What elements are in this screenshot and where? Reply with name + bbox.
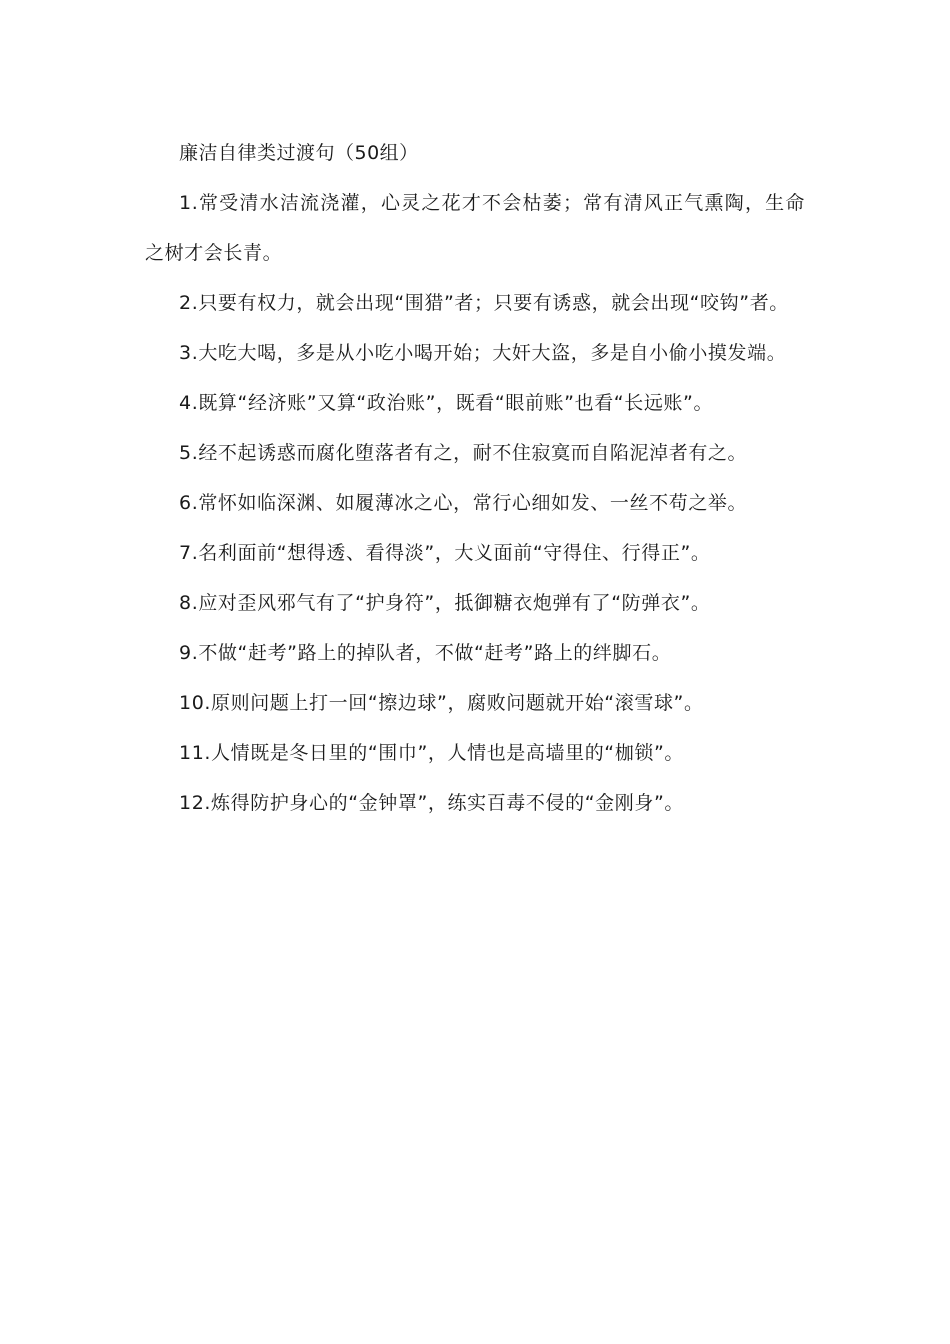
list-item: 1.常受清水洁流浇灌，心灵之花才不会枯萎；常有清风正气熏陶，生命之树才会长青。 <box>145 192 805 264</box>
list-item: 2.只要有权力，就会出现“围猎”者；只要有诱惑，就会出现“咬钩”者。 <box>179 292 789 314</box>
list-item: 12.炼得防护身心的“金钟罩”，练实百毒不侵的“金刚身”。 <box>179 792 684 814</box>
list-item: 6.常怀如临深渊、如履薄冰之心，常行心细如发、一丝不苟之举。 <box>179 492 748 514</box>
list-item: 8.应对歪风邪气有了“护身符”，抵御糖衣炮弹有了“防弹衣”。 <box>179 592 711 614</box>
list-item: 5.经不起诱惑而腐化堕落者有之，耐不住寂寞而自陷泥淖者有之。 <box>179 442 748 464</box>
list-item: 11.人情既是冬日里的“围巾”，人情也是高墙里的“枷锁”。 <box>179 742 684 764</box>
document-title: 廉洁自律类过渡句（50组） <box>179 142 419 164</box>
list-item: 10.原则问题上打一回“擦边球”，腐败问题就开始“滚雪球”。 <box>179 692 704 714</box>
list-item: 3.大吃大喝，多是从小吃小喝开始；大奸大盗，多是自小偷小摸发端。 <box>179 342 787 364</box>
document-body <box>145 128 805 828</box>
list-item: 7.名利面前“想得透、看得淡”，大义面前“守得住、行得正”。 <box>179 542 711 564</box>
list-item: 4.既算“经济账”又算“政治账”，既看“眼前账”也看“长远账”。 <box>179 392 714 414</box>
list-item: 9.不做“赶考”路上的掉队者，不做“赶考”路上的绊脚石。 <box>179 642 672 664</box>
